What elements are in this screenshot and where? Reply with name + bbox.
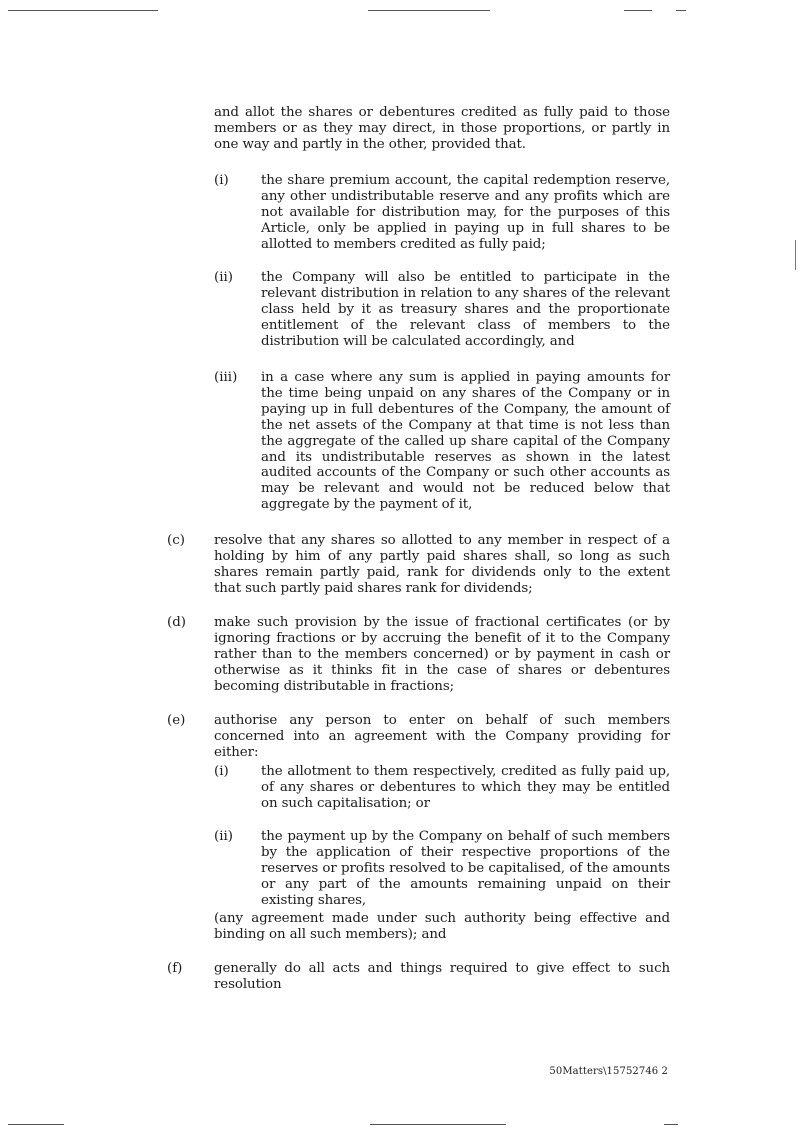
item-text-d: make such provision by the issue of fractional certificates (or by ignoring fractions or by accruing the benefit of it to the Company rather than to the members concerned) or by payment in cash or otherwise as it thinks fit in the case of shares or debentures becoming distributable in fractions; bbox=[214, 615, 670, 694]
sub-item-label: (iii) bbox=[214, 370, 238, 385]
bottom-rule-left bbox=[8, 1124, 64, 1125]
sub-item-text: the payment up by the Company on behalf of such members by the application of their respective proportions of the reserves or profits resolved to be capitalised, of the amounts or any part of the amounts remaining unpaid on their existing shares, bbox=[261, 829, 670, 908]
sub-item-label: (ii) bbox=[214, 270, 234, 285]
margin-mark bbox=[795, 240, 796, 270]
item-label-d: (d) bbox=[167, 615, 187, 630]
bottom-rule-right bbox=[664, 1124, 678, 1125]
e-closing-paragraph: (any agreement made under such authority being effective and binding on all such members); and bbox=[214, 911, 670, 942]
sub-item-text: in a case where any sum is applied in paying amounts for the time being unpaid on any shares of the Company or in paying up in full debentures of the Company, the amount of the net assets of the Company at that time is not less than the aggregate of the called up share capital of the Company and its undistributable reserves as shown in the latest audited accounts of the Company or such other accounts as may be relevant and would not be reduced below that aggregate by the payment of it, bbox=[261, 370, 670, 513]
item-text-e: authorise any person to enter on behalf of such members concerned into an agreement with the Company providing for either: bbox=[214, 713, 670, 760]
document-reference: 50Matters\15752746 2 bbox=[549, 1066, 668, 1077]
intro-paragraph: and allot the shares or debentures credited as fully paid to those members or as they may direct, in those proportions, or partly in one way and partly in the other, provided that. bbox=[214, 105, 670, 152]
sub-item-label: (i) bbox=[214, 173, 229, 188]
top-rule-left bbox=[8, 10, 158, 11]
top-rule-center bbox=[368, 10, 490, 11]
sub-item-text: the share premium account, the capital redemption reserve, any other undistributable reserve and any profits which are not available for distribution may, for the purposes of this Article, only be applied in paying up in full shares to be allotted to members credited as fully paid; bbox=[261, 173, 670, 252]
item-text-f: generally do all acts and things required to give effect to such resolution bbox=[214, 961, 670, 992]
item-label-c: (c) bbox=[167, 533, 185, 548]
sub-item-text: the allotment to them respectively, credited as fully paid up, of any shares or debentures to which they may be entitled on such capitalisation; or bbox=[261, 764, 670, 811]
item-text-c: resolve that any shares so allotted to any member in respect of a holding by him of any partly paid shares shall, so long as such shares remain partly paid, rank for dividends only to the extent that such partly paid shares rank for dividends; bbox=[214, 533, 670, 596]
item-label-f: (f) bbox=[167, 961, 183, 976]
sub-item-text: the Company will also be entitled to participate in the relevant distribution in relation to any shares of the relevant class held by it as treasury shares and the proportionate entitlement of the relevant class of members to the distribution will be calculated accordingly, and bbox=[261, 270, 670, 349]
top-rule-right bbox=[624, 10, 652, 11]
item-label-e: (e) bbox=[167, 713, 186, 728]
bottom-rule-center bbox=[370, 1124, 506, 1125]
sub-item-label: (i) bbox=[214, 764, 229, 779]
sub-item-label: (ii) bbox=[214, 829, 234, 844]
top-rule-far-right bbox=[676, 10, 686, 11]
